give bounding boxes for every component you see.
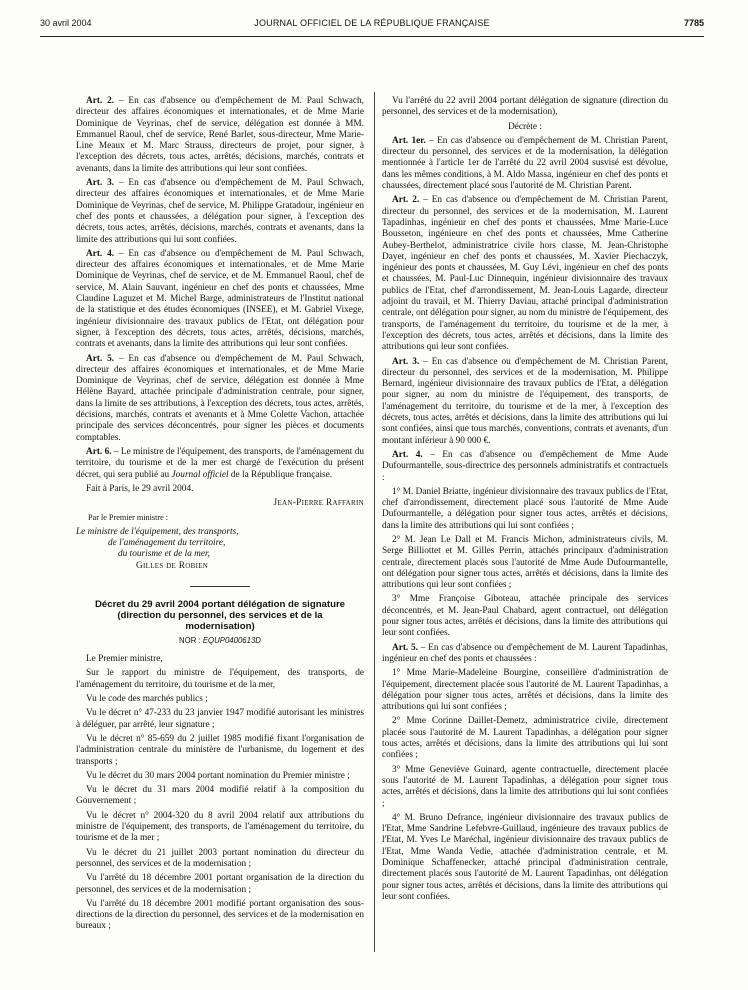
signature-minister: Gilles de Robien <box>136 560 209 571</box>
article-4-item: 3° Mme Françoise Giboteau, attachée principale des services déconcentrés, et M. Jean-Paul Chabard, agent contractuel, ont délégation pour signer tous actes, arrêtés et décisions, dans la limite des attributions qui leur sont confiées. <box>382 594 668 639</box>
visa-last: Vu l'arrêté du 22 avril 2004 portant délégation de signature (direction du personnel, des services et de la modernisation), <box>382 96 668 118</box>
par-premier-ministre: Par le Premier ministre : <box>88 513 169 523</box>
article-2: Art. 2. – En cas d'absence ou d'empêchement de M. Christian Parent, directeur du personnel, des services et de la modernisation, M. Laurent Tapadinhas, ingénieur en chef des ponts et chaussées, Mme Marie-Luce Bousseton, ingénieure en chef des ponts et chaussées, Mme Catherine Aubey-Berthelot, administratrice civile hors classe, M. Jean-Christophe Dayet, ingénieur en chef des ponts et chaussées, M. Xavier Piechaczyk, ingénieur des ponts et chaussées, M. Guy Lévi, ingénieur en chef des ponts et chaussées, M. Paul-Luc Dinnequin, ingénieur divisionnaire des travaux publics de l'Etat, chef d'arrondissement, M. Jean-Louis Lagarde, directeur adjoint du travail, et M. Thierry Daviau, attaché principal d'administration centrale, ont délégation pour signer, au nom du ministre de l'équipement, des transports, de l'aménagement du territoire, du tourisme et de la mer, à l'exception des décrets, tous actes, arrêtés et décisions, dans la limite des attributions qui leur sont confiées. <box>382 195 668 353</box>
article-4-item: 1° M. Daniel Briatte, ingénieur divisionnaire des travaux publics de l'Etat, chef d'arrondissement, directement placé sous l'autorité de Mme Aude Dufourmantelle, a délégation pour signer tous actes, arrêtés et décisions, dans la limite des attributions qui lui sont confiées ; <box>382 486 668 531</box>
visa: Vu le décret n° 85-659 du 2 juillet 1985 modifié fixant l'organisation de l'administration centrale du ministère de l'urbanisme, du logement et des transports ; <box>76 733 364 767</box>
column-divider <box>374 92 375 952</box>
header-date: 30 avril 2004 <box>40 18 92 28</box>
article-6: Art. 6. – Le ministre de l'équipement, des transports, de l'aménagement du territoire, du tourisme et de la mer est chargé de l'exécution du présent décret, qui sera publié au Journal officiel de la République française. <box>76 446 364 480</box>
article-3: Art. 3. – En cas d'absence ou d'empêchement de M. Paul Schwach, directeur des affaires économiques et internationales, et de Mme Marie Dominique de Veyrinas, chef de service, M. Philippe Gratadour, ingénieur en chef des ponts et chaussées, a délégation pour signer, à l'exception des décrets, tous actes, arrêtés, décisions, marchés, contrats et avenants, dans la limite des attributions qui lui sont confiées. <box>76 178 365 245</box>
visa: Vu l'arrêté du 18 décembre 2001 portant organisation de la direction du personnel, des services et de la modernisation ; <box>76 873 364 895</box>
article-1: Art. 1er. – En cas d'absence ou d'empêchement de M. Christian Parent, directeur du personnel, des services et de la modernisation, la délégation mentionnée à l'article 1er de l'arrêté du 22 avril 2004 susvisé est dévolue, dans les mêmes conditions, à M. Aldo Massa, ingénieur en chef des ponts et chaussées, directement placé sous l'autorité de M. Christian Parent. <box>382 135 668 192</box>
article-5: Art. 5. – En cas d'absence ou d'empêchement de M. Laurent Tapadinhas, ingénieur en chef des ponts et chaussées : <box>382 642 668 664</box>
done-at: Fait à Paris, le 29 avril 2004. <box>86 483 194 494</box>
header-title: JOURNAL OFFICIEL DE LA RÉPUBLIQUE FRANÇAISE <box>254 18 490 28</box>
section-separator <box>190 586 250 587</box>
article-3: Art. 3. – En cas d'absence ou d'empêchement de M. Christian Parent, directeur du personnel, des services et de la modernisation, M. Philippe Bernard, ingénieur divisionnaire des travaux publics de l'Etat, a délégation pour signer, au nom du ministre de l'équipement, des transports, de l'aménagement du territoire, du tourisme et de la mer, à l'exception des décrets, tous actes, arrêtés et décisions, dans la limite des attributions qui lui sont confiées, ainsi que tous marchés, conventions, contrats et avenants, d'un montant inférieur à 90 000 €. <box>382 356 668 446</box>
visa: Vu le décret du 31 mars 2004 modifié relatif à la composition du Gouvernement ; <box>76 785 364 807</box>
article-5-item: 1° Mme Marie-Madeleine Bourgine, conseillère d'administration de l'équipement, directement placée sous l'autorité de M. Laurent Tapadinhas, a délégation pour signer tous actes, arrêtés et décisions, dans la limite des attributions qui lui sont confiées ; <box>382 668 668 713</box>
article-5-item: 3° Mme Geneviève Guinard, agente contractuelle, directement placée sous l'autorité de M. Laurent Tapadinhas, a délégation pour signer tous actes, arrêtés et décisions, dans la limite des attributions qui lui sont confiées ; <box>382 764 668 809</box>
minister-line: de l'aménagement du territoire, <box>108 537 226 548</box>
visa: Vu le décret du 30 mars 2004 portant nomination du Premier ministre ; <box>86 770 350 781</box>
minister-line: Le ministre de l'équipement, des transports, <box>76 526 239 537</box>
article-2: Art. 2. – En cas d'absence ou d'empêchement de M. Paul Schwach, directeur des affaires économiques et internationales, et de Mme Marie Dominique de Veyrinas, chef de service, délégation est donnée à MM. Emmanuel Raoul, chef de service, René Barlet, sous-directeur, Mme Marie-Line Meaux et M. Marc Strauss, directeurs de projet, pour signer, à l'exception des décrets, tous actes, arrêtés, décisions, marchés, contrats et avenants, dans la limite des attributions qui leur sont confiées. <box>76 96 365 174</box>
visa: Vu le code des marchés publics ; <box>86 694 208 705</box>
article-5-item: 2° Mme Corinne Daillet-Demetz, administratrice civile, directement placée sous l'autorité de M. Laurent Tapadinhas, a délégation pour signer tous actes, arrêtés et décisions, dans la limite des attributions qui lui sont confiées ; <box>382 716 668 761</box>
page-header <box>40 18 704 34</box>
minister-line: du tourisme et de la mer, <box>118 549 210 560</box>
right-column <box>382 96 668 906</box>
visa: Sur le rapport du ministre de l'équipement, des transports, de l'aménagement du territoire, du tourisme et de la mer, <box>76 668 364 690</box>
nor-reference: NOR : EQUP0400613D <box>179 635 261 645</box>
left-column <box>76 96 364 936</box>
header-rule <box>40 36 704 37</box>
signature-pm: Jean-Pierre Raffarin <box>273 498 364 509</box>
visa: Vu le décret n° 2004-320 du 8 avril 2004 relatif aux attributions du ministre de l'équipement, des transports, de l'aménagement du territoire, du tourisme et de la mer ; <box>76 810 364 844</box>
visa: Vu le décret du 21 juillet 2003 portant nomination du directeur du personnel, des services et de la modernisation ; <box>76 847 364 869</box>
article-4: Art. 4. – En cas d'absence ou d'empêchement de Mme Aude Dufourmantelle, sous-directrice des personnels administratifs et contractuels : <box>382 449 669 483</box>
header-page-number: 7785 <box>683 18 704 28</box>
minister-block <box>76 527 364 561</box>
premier-ministre: Le Premier ministre, <box>86 654 163 665</box>
decrete-heading: Décrète : <box>508 121 542 132</box>
article-4-item: 2° M. Jean Le Dall et M. Francis Michon, administrateurs civils, M. Serge Billiottet et M. Gilles Perrin, attachés principaux d'administration centrale, directement placés sous l'autorité de Mme Aude Dufourmantelle, ont délégation pour signer tous actes, arrêtés et décisions, dans la limite des attributions qui leur sont confiées ; <box>382 534 668 591</box>
visa: Vu l'arrêté du 18 décembre 2001 modifié portant organisation des sous-directions de la direction du personnel, des services et de la modernisation en bureaux ; <box>76 898 364 932</box>
visa: Vu le décret n° 47-233 du 23 janvier 1947 modifié autorisant les ministres à déléguer, par arrêté, leur signature ; <box>76 708 364 730</box>
decree-title: Décret du 29 avril 2004 portant délégation de signature (direction du personnel, des services et de la modernisation) <box>94 598 346 632</box>
article-5: Art. 5. – En cas d'absence ou d'empêchement de M. Paul Schwach, directeur des affaires économiques et internationales, et de Mme Marie Dominique de Veyrinas, chef de service, délégation est donnée à Mme Hélène Bayard, attachée principale d'administration centrale, pour signer, dans la limite de ses attributions, à l'exception des décrets, tous actes, arrêtés, décisions, marchés, contrats et avenants et à Mme Colette Vachon, attachée principale des services déconcentrés, pour signer les pièces et documents comptables. <box>76 353 365 443</box>
article-4: Art. 4. – En cas d'absence ou d'empêchement de M. Paul Schwach, directeur des affaires économiques et internationales, et de Mme Marie Dominique de Veyrinas, chef de service, et de M. Emmanuel Raoul, chef de service, M. Alain Sauvant, ingénieur en chef des ponts et chaussées, Mme Claudine Laguzet et M. Michel Barge, administrateurs de l'Institut national de la statistique et des études économiques (INSEE), et M. Gabriel Vixege, ingénieur divisionnaire des travaux publics de l'Etat, ont délégation pour signer, à l'exception des décrets, tous actes, arrêtés, décisions, marchés, contrats et avenants, dans la limite des attributions qui leur sont confiées. <box>76 248 365 350</box>
article-5-item: 4° M. Bruno Defrance, ingénieur divisionnaire des travaux publics de l'Etat, Mme Sandrine Lefebvre-Guillaud, ingénieure des travaux publics de l'Etat, M. Yves Le Maréchal, ingénieur divisionnaire des travaux publics de l'Etat, Mme Wanda Vedie, attachée d'administration centrale, et M. Dominique Schaffenecker, attaché principal d'administration centrale, directement placés sous l'autorité de M. Laurent Tapadinhas, ont délégation pour signer tous actes, arrêtés et décisions, dans la limite des attributions qui leur sont confiées. <box>382 812 668 902</box>
